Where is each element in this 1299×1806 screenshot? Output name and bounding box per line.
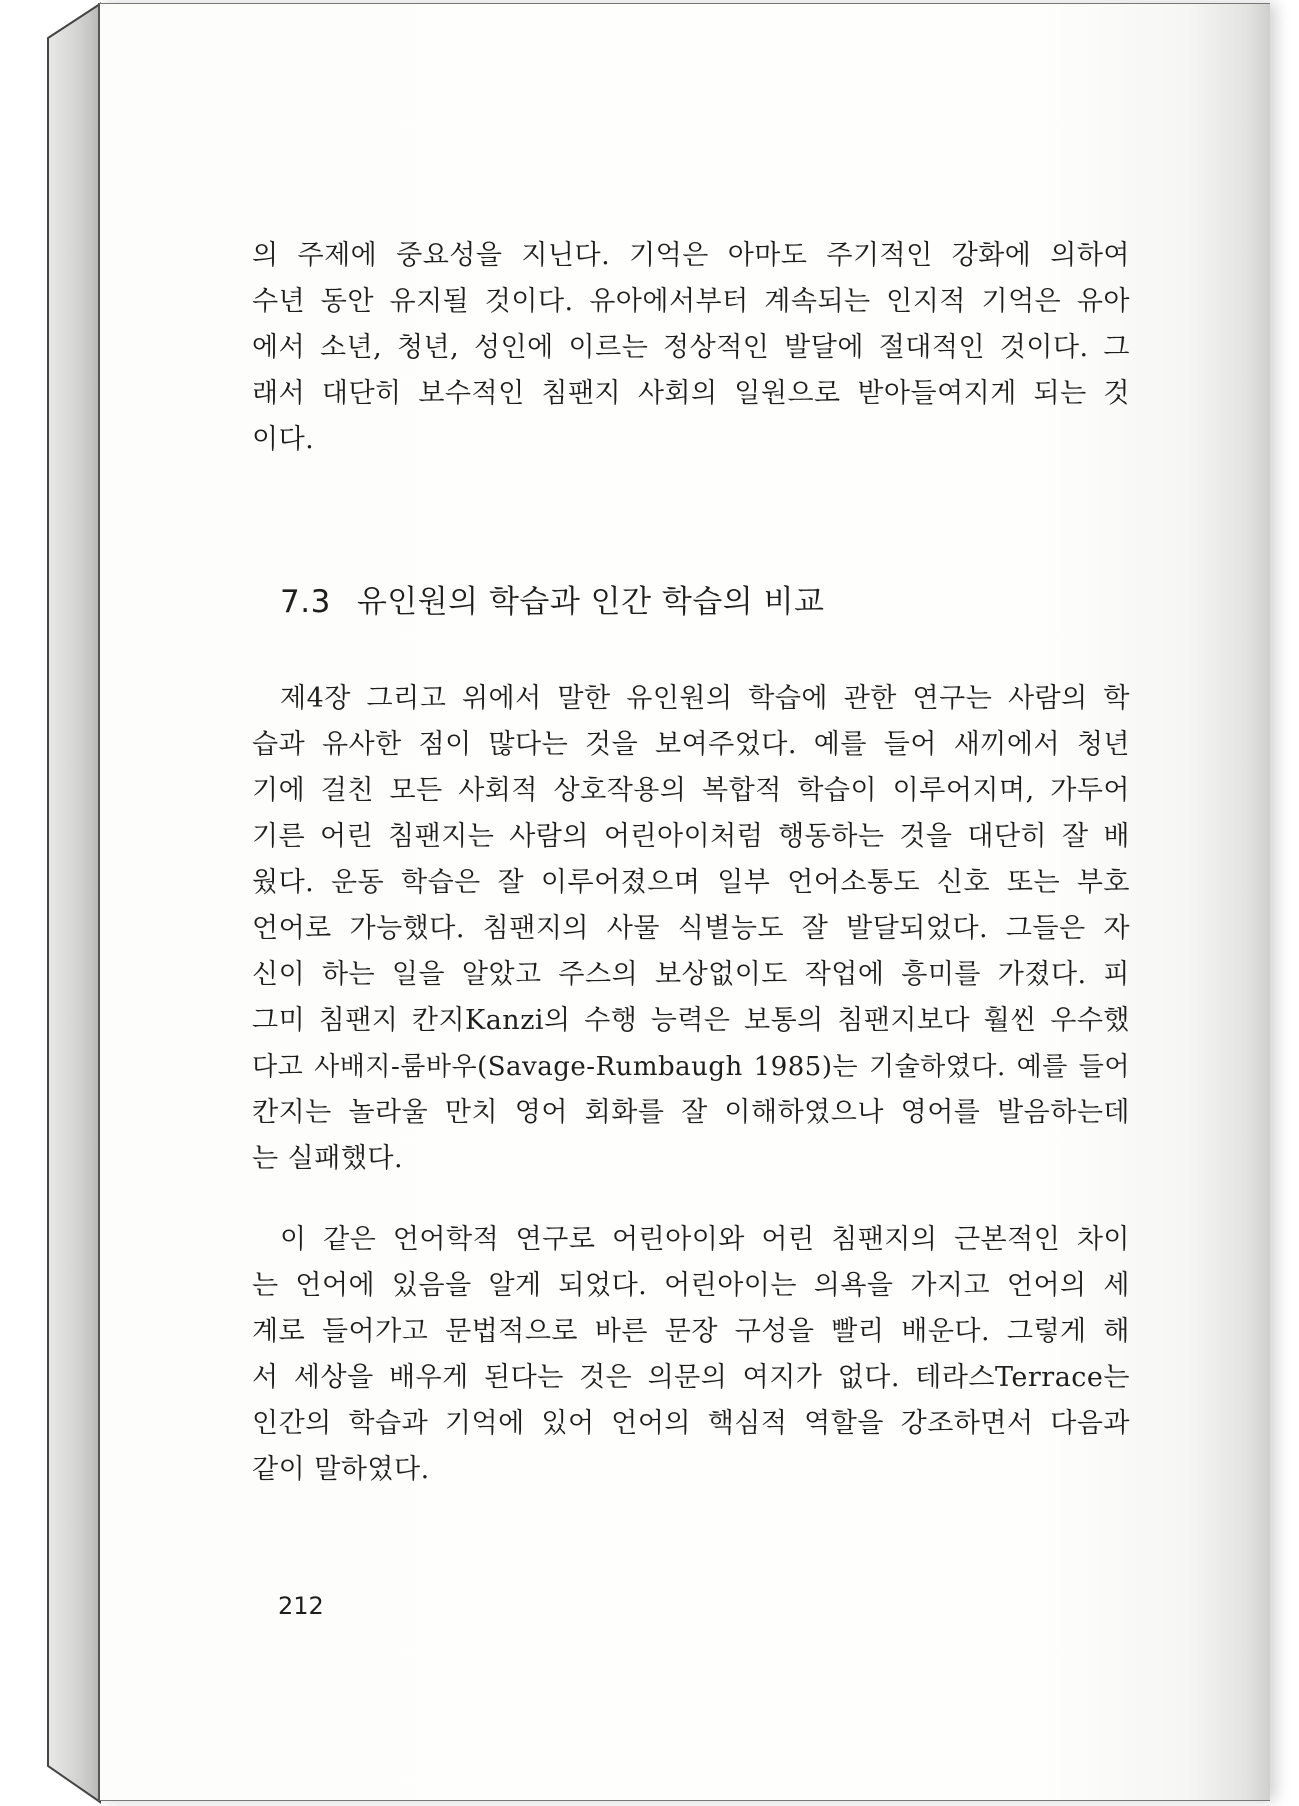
page-number: 212 (278, 1592, 324, 1620)
text-line: 서 세상을 배우게 된다는 것은 의문의 여지가 없다. 테라스Terrace는 (252, 1362, 1130, 1393)
paragraph-1 (252, 233, 1130, 463)
section-title: 유인원의 학습과 인간 학습의 비교 (356, 584, 825, 620)
text-line: 같이 말하였다. (252, 1454, 430, 1485)
text-line: 인간의 학습과 기억에 있어 언어의 핵심적 역할을 강조하면서 다음과 (252, 1408, 1130, 1439)
text-line: 이 같은 언어학적 연구로 어린아이와 어린 침팬지의 근본적인 차이 (280, 1224, 1130, 1255)
text-line: 에서 소년, 청년, 성인에 이르는 정상적인 발달에 절대적인 것이다. 그 (252, 332, 1130, 363)
text-line: 계로 들어가고 문법적으로 바른 문장 구성을 빨리 배운다. 그렇게 해 (252, 1316, 1130, 1347)
text-line: 의 주제에 중요성을 지닌다. 기억은 아마도 주기적인 강화에 의하여 (252, 240, 1130, 271)
text-line: 기른 어린 침팬지는 사람의 어린아이처럼 행동하는 것을 대단히 잘 배 (252, 821, 1130, 852)
text-line: 제4장 그리고 위에서 말한 유인원의 학습에 관한 연구는 사람의 학 (280, 683, 1130, 714)
section-heading (280, 580, 824, 624)
section-number: 7.3 (280, 584, 331, 620)
text-line: 칸지는 놀라울 만치 영어 회화를 잘 이해하였으나 영어를 발음하는데 (252, 1097, 1130, 1128)
text-line: 다고 사배지-룸바우(Savage-Rumbaugh 1985)는 기술하였다. 예를 들어 (252, 1052, 1130, 1082)
text-line: 기에 걸친 모든 사회적 상호작용의 복합적 학습이 이루어지며, 가두어 (252, 775, 1130, 806)
text-line: 웠다. 운동 학습은 잘 이루어졌으며 일부 언어소통도 신호 또는 부호 (252, 867, 1130, 898)
text-line: 래서 대단히 보수적인 침팬지 사회의 일원으로 받아들여지게 되는 것 (252, 378, 1130, 409)
text-line: 는 언어에 있음을 알게 되었다. 어린아이는 의욕을 가지고 언어의 세 (252, 1270, 1130, 1301)
text-line: 언어로 가능했다. 침팬지의 사물 식별능도 잘 발달되었다. 그들은 자 (252, 913, 1130, 944)
text-line: 는 실패했다. (252, 1143, 404, 1174)
text-line: 습과 유사한 점이 많다는 것을 보여주었다. 예를 들어 새끼에서 청년 (252, 729, 1130, 760)
text-line: 이다. (252, 424, 315, 455)
text-line: 수년 동안 유지될 것이다. 유아에서부터 계속되는 인지적 기억은 유아 (252, 286, 1130, 317)
text-line: 신이 하는 일을 알았고 주스의 보상없이도 작업에 흥미를 가졌다. 피 (252, 959, 1130, 990)
text-line: 그미 침팬지 칸지Kanzi의 수행 능력은 보통의 침팬지보다 훨씬 우수했 (252, 1005, 1130, 1036)
book-spine (0, 0, 110, 1806)
paragraph-3 (252, 1217, 1130, 1493)
paragraph-2 (252, 676, 1130, 1182)
